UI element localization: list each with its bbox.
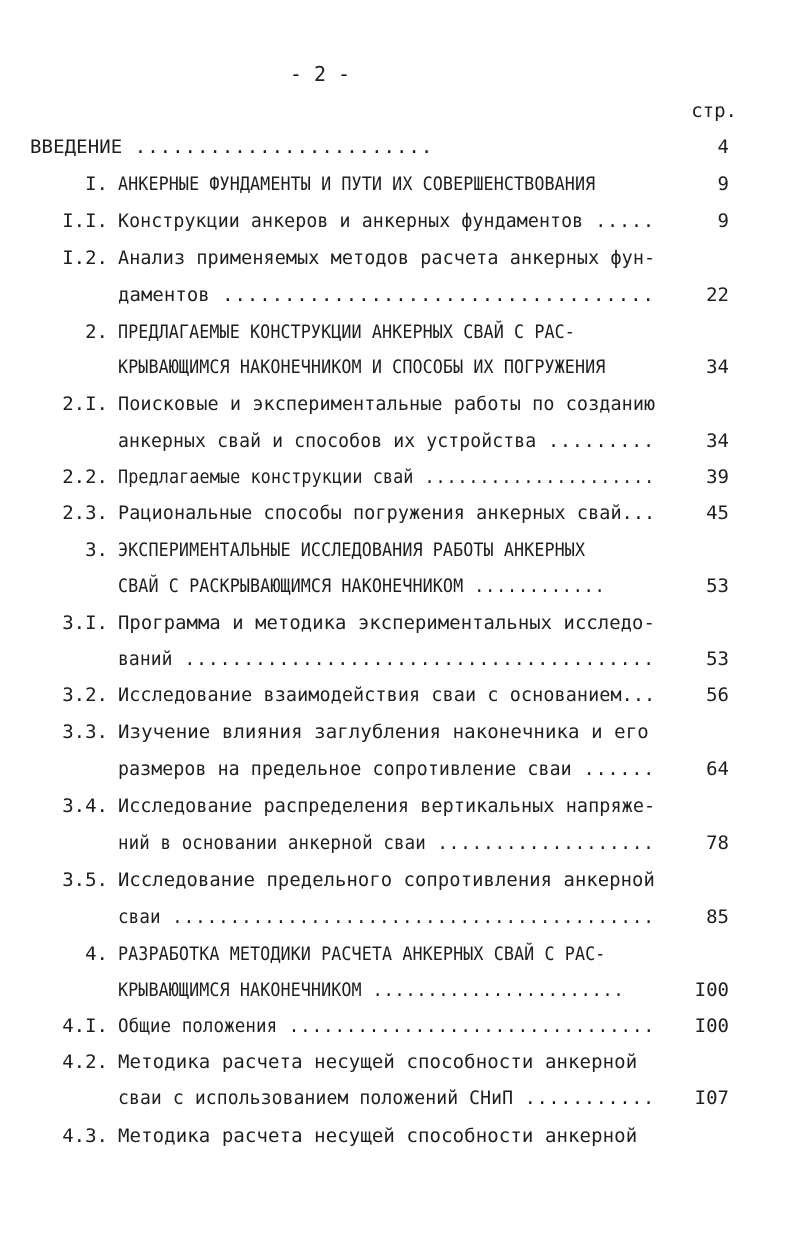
toc-entry-title [118, 207, 655, 235]
toc-entry [0, 903, 795, 931]
toc-entry [0, 681, 795, 709]
toc-entry-title [118, 1122, 637, 1150]
toc-entry-number: 3.5. [62, 869, 108, 891]
toc-entry-number: 3.3. [62, 721, 108, 743]
toc-title-text: сваи с использованием положений СНиП [118, 1087, 514, 1109]
toc-page-number: 53 [706, 648, 729, 670]
toc-leader-dots: ....................... [361, 979, 625, 1001]
toc-leader-dots: ........................ [122, 136, 434, 158]
toc-entry-title [118, 1012, 655, 1040]
toc-entry-title [118, 681, 655, 709]
toc-leader-dots: ..................... [413, 466, 656, 488]
toc-entry-title [118, 499, 655, 527]
toc-title-text: ВВЕДЕНИЕ [30, 136, 123, 158]
toc-title-text: Исследование взаимодействия сваи с основанием... [118, 684, 656, 706]
toc-entry-title [118, 829, 655, 857]
toc-page-number: 78 [706, 832, 729, 854]
toc-entry-title [118, 390, 655, 418]
toc-title-text: Программа и методика экспериментальных исследо- [118, 612, 655, 634]
toc-entry-number: 3.2. [62, 684, 108, 706]
toc-entry-title [118, 244, 655, 272]
toc-chapter-title [118, 353, 605, 381]
toc-entry [0, 318, 795, 346]
toc-entry-number: 2. [85, 321, 108, 343]
toc-entry [0, 244, 795, 272]
toc-page-number: 9 [717, 210, 729, 232]
toc-title-text: ний в основании анкерной сваи [118, 832, 426, 854]
toc-chapter-title [118, 318, 575, 346]
toc-entry-number: 4.2. [62, 1051, 108, 1073]
toc-title-text: анкерных свай и способов их устройства [118, 430, 537, 452]
toc-leader-dots: ........................................ [172, 648, 656, 670]
pages-column-header: стр. [691, 100, 737, 122]
toc-entry-title [118, 718, 649, 746]
toc-entry [0, 718, 795, 746]
toc-title-text: АНКЕРНЫЕ ФУНДАМЕНТЫ И ПУТИ ИХ СОВЕРШЕНСТВОВАНИЯ [118, 173, 596, 195]
toc-entry [0, 1122, 795, 1150]
toc-entry-number: 3.I. [62, 612, 108, 634]
toc-entry [0, 281, 795, 309]
toc-entry [0, 536, 795, 564]
toc-entry [0, 645, 795, 673]
toc-title-text: Исследование предельного сопротивления анкерной [118, 869, 655, 891]
toc-chapter-title [118, 170, 595, 198]
toc-chapter-title [118, 976, 624, 1004]
toc-entry-title [118, 645, 655, 673]
toc-entry-title [118, 609, 655, 637]
toc-leader-dots: .......................................... [160, 906, 655, 928]
toc-page-number: 45 [706, 502, 729, 524]
toc-entry [0, 207, 795, 235]
toc-entry [0, 463, 795, 491]
toc-title-text: РАЗРАБОТКА МЕТОДИКИ РАСЧЕТА АНКЕРНЫХ СВАЙ С РАС- [118, 943, 606, 965]
toc-entry-number: 4.I. [62, 1015, 108, 1037]
toc-entry-number: 4.3. [62, 1125, 108, 1147]
toc-entry [0, 390, 795, 418]
toc-entry-title [118, 792, 655, 820]
toc-leader-dots: ................... [425, 832, 655, 854]
toc-entry [0, 499, 795, 527]
toc-page-number: 56 [706, 684, 729, 706]
toc-chapter-title [118, 940, 605, 968]
toc-entry [0, 829, 795, 857]
toc-title-text: ЭКСПЕРИМЕНТАЛЬНЫЕ ИССЛЕДОВАНИЯ РАБОТЫ АНКЕРНЫХ [118, 539, 586, 561]
toc-entry [0, 572, 795, 600]
toc-title-text: СВАЙ С РАСКРЫВАЮЩИМСЯ НАКОНЕЧНИКОМ [118, 575, 464, 597]
toc-leader-dots: ..... [583, 210, 655, 232]
toc-entry-title [118, 1048, 637, 1076]
toc-page-number: 4 [717, 136, 729, 158]
toc-entry [0, 133, 795, 161]
toc-leader-dots: ................................ [277, 1015, 655, 1037]
toc-page-number: I00 [694, 1015, 729, 1037]
toc-entry-title [118, 281, 655, 309]
toc-title-text: Анализ применяемых методов расчета анкерных фун- [118, 247, 656, 269]
toc-page-number: 22 [706, 284, 729, 306]
toc-entry-title [118, 755, 655, 783]
toc-entry [0, 1084, 795, 1112]
toc-entry [0, 940, 795, 968]
toc-title-text: Методика расчета несущей способности анкерной [118, 1125, 638, 1147]
toc-chapter-title [118, 536, 585, 564]
toc-entry-title [118, 463, 655, 491]
toc-title-text: Поисковые и экспериментальные работы по созданию [118, 393, 656, 415]
toc-entry [0, 866, 795, 894]
toc-entry [0, 427, 795, 455]
toc-title-text: Общие положения [118, 1015, 278, 1037]
toc-page-number: 39 [706, 466, 729, 488]
toc-page-number: 34 [706, 430, 729, 452]
page-number: - 2 - [289, 62, 351, 86]
toc-entry [0, 1048, 795, 1076]
toc-entry [0, 170, 795, 198]
toc-entry-number: I.I. [62, 210, 108, 232]
toc-entry-title [118, 427, 655, 455]
toc-title-text: Методика расчета несущей способности анкерной [118, 1051, 638, 1073]
toc-leader-dots: ............ [463, 575, 606, 597]
toc-title-text: размеров на предельное сопротивление сваи [118, 758, 572, 780]
toc-title-text: Рациональные способы погружения анкерных свай... [118, 502, 656, 524]
toc-entry [0, 609, 795, 637]
toc-title-text: Исследование распределения вертикальных напряже- [118, 795, 656, 817]
toc-title-text: даментов [118, 284, 210, 306]
toc-entry-title [30, 133, 433, 161]
toc-page-number: 85 [706, 906, 729, 928]
toc-title-text: Предлагаемые конструкции свай [118, 466, 414, 488]
toc-leader-dots: ........... [513, 1087, 656, 1109]
toc-title-text: ПРЕДЛАГАЕМЫЕ КОНСТРУКЦИИ АНКЕРНЫХ СВАЙ С РАС- [118, 321, 575, 343]
toc-page-number: 53 [706, 575, 729, 597]
toc-page-number: 9 [717, 173, 729, 195]
toc-leader-dots: ................................... [209, 284, 655, 306]
toc-title-text: сваи [118, 906, 161, 928]
toc-entry-title [118, 903, 655, 931]
toc-entry [0, 976, 795, 1004]
toc-entry [0, 755, 795, 783]
toc-entry-number: I. [85, 173, 108, 195]
toc-entry-title [118, 866, 655, 894]
toc-entry-number: 3. [85, 539, 108, 561]
toc-page-number: 64 [706, 758, 729, 780]
toc-entry-number: I.2. [62, 247, 108, 269]
toc-title-text: ваний [118, 648, 173, 670]
toc-title-text: КРЫВАЮЩИМСЯ НАКОНЕЧНИКОМ [118, 979, 362, 1001]
toc-leader-dots: ......... [536, 430, 655, 452]
toc-entry-number: 3.4. [62, 795, 108, 817]
toc-page-number: I00 [694, 979, 729, 1001]
toc-title-text: КРЫВАЮЩИМСЯ НАКОНЕЧНИКОМ И СПОСОБЫ ИХ ПОГРУЖЕНИЯ [118, 356, 606, 378]
toc-leader-dots: ...... [571, 758, 656, 780]
toc-entry-number: 2.3. [62, 502, 108, 524]
toc-title-text: Изучение влияния заглубления наконечника и его [118, 721, 649, 743]
toc-entry [0, 353, 795, 381]
toc-entry-number: 2.2. [62, 466, 108, 488]
toc-entry [0, 1012, 795, 1040]
toc-page-number: 34 [706, 356, 729, 378]
toc-entry-title [118, 1084, 655, 1112]
toc-entry-number: 2.I. [62, 393, 108, 415]
toc-title-text: Конструкции анкеров и анкерных фундаментов [118, 210, 584, 232]
toc-page-number: I07 [694, 1087, 729, 1109]
toc-entry [0, 792, 795, 820]
toc-entry-number: 4. [85, 943, 108, 965]
toc-chapter-title [118, 572, 606, 600]
